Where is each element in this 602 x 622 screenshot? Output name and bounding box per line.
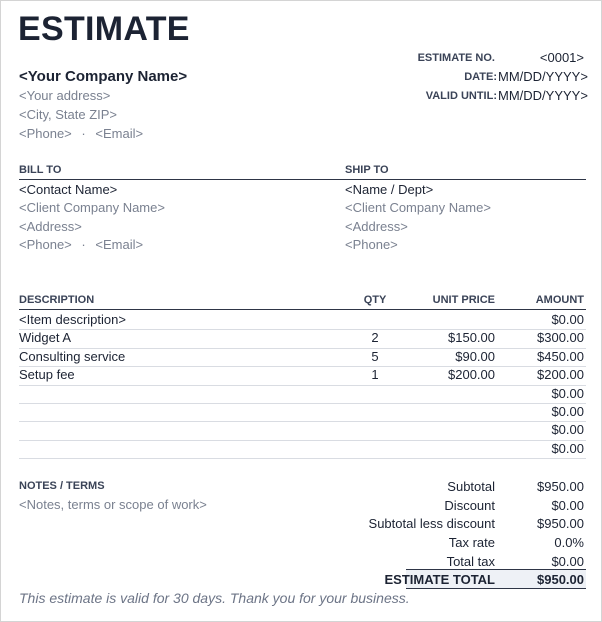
footer-note: This estimate is valid for 30 days. Thank you for your business. <box>19 590 410 606</box>
col-header-qty: QTY <box>363 294 387 306</box>
item-unit-price: $90.00 <box>455 348 495 364</box>
company-contact-separator: · <box>81 126 86 141</box>
item-qty: 2 <box>371 330 379 346</box>
company-city: <City, State ZIP> <box>19 107 118 122</box>
bill-to-address: <Address> <box>19 219 82 234</box>
estimate-no-label: ESTIMATE NO. <box>417 52 495 64</box>
col-header-description: DESCRIPTION <box>19 294 95 306</box>
item-description: Setup fee <box>19 367 75 383</box>
item-description: Consulting service <box>19 348 126 364</box>
item-unit-price: $200.00 <box>448 367 495 383</box>
page-title: ESTIMATE <box>18 10 190 48</box>
ship-to-company: <Client Company Name> <box>345 200 491 215</box>
notes-placeholder: <Notes, terms or scope of work> <box>19 497 207 512</box>
bill-to-heading: BILL TO <box>19 164 62 176</box>
table-row-divider <box>19 458 586 459</box>
item-amount: $0.00 <box>551 404 584 419</box>
item-qty: 5 <box>371 348 379 364</box>
bill-to-separator: · <box>81 237 86 252</box>
ship-to-address: <Address> <box>345 219 408 234</box>
item-amount: $0.00 <box>551 312 584 327</box>
table-header-divider <box>19 309 586 310</box>
estimate-no-value: <0001> <box>539 50 584 65</box>
date-label: DATE: <box>464 71 497 83</box>
item-amount: $200.00 <box>537 367 584 383</box>
ship-to-heading: SHIP TO <box>345 164 389 176</box>
item-description: Widget A <box>19 330 72 346</box>
bill-to-contact: <Contact Name> <box>19 182 118 197</box>
tax-rate-label: Tax rate <box>448 535 495 550</box>
item-description: <Item description> <box>19 312 126 327</box>
address-divider <box>19 179 586 180</box>
subtotal-less-discount-label: Subtotal less discount <box>368 516 495 531</box>
item-unit-price: $150.00 <box>448 330 495 346</box>
ship-to-phone: <Phone> <box>345 237 398 252</box>
discount-value: $0.00 <box>551 498 584 513</box>
company-name: <Your Company Name> <box>19 68 188 85</box>
bill-to-contact-line <box>19 237 143 252</box>
bill-to-email: <Email> <box>95 237 144 252</box>
total-tax-label: Total tax <box>446 554 495 569</box>
item-qty: 1 <box>371 367 379 383</box>
bill-to-company: <Client Company Name> <box>19 200 165 215</box>
item-amount: $300.00 <box>537 330 584 346</box>
subtotal-value: $950.00 <box>537 479 584 494</box>
date-value: MM/DD/YYYY> <box>498 69 588 84</box>
subtotal-less-discount-value: $950.00 <box>537 516 584 531</box>
valid-until-value: MM/DD/YYYY> <box>498 88 588 103</box>
estimate-total-label: ESTIMATE TOTAL <box>384 572 495 587</box>
item-amount: $450.00 <box>537 348 584 364</box>
company-phone: <Phone> <box>19 126 72 141</box>
ship-to-name: <Name / Dept> <box>345 182 434 197</box>
company-email: <Email> <box>95 126 144 141</box>
discount-label: Discount <box>444 498 495 513</box>
tax-rate-value: 0.0% <box>554 535 584 550</box>
notes-heading: NOTES / TERMS <box>19 480 105 492</box>
company-contact-line <box>19 126 143 141</box>
bill-to-phone: <Phone> <box>19 237 72 252</box>
valid-until-label: VALID UNTIL: <box>425 90 497 102</box>
subtotal-label: Subtotal <box>447 479 495 494</box>
company-address: <Your address> <box>19 88 111 103</box>
col-header-unit-price: UNIT PRICE <box>432 294 495 306</box>
item-amount: $0.00 <box>551 422 584 438</box>
col-header-amount: AMOUNT <box>535 294 584 306</box>
item-amount: $0.00 <box>551 385 584 401</box>
item-amount: $0.00 <box>551 440 584 456</box>
estimate-total-value: $950.00 <box>537 572 584 587</box>
total-tax-value: $0.00 <box>551 554 584 569</box>
